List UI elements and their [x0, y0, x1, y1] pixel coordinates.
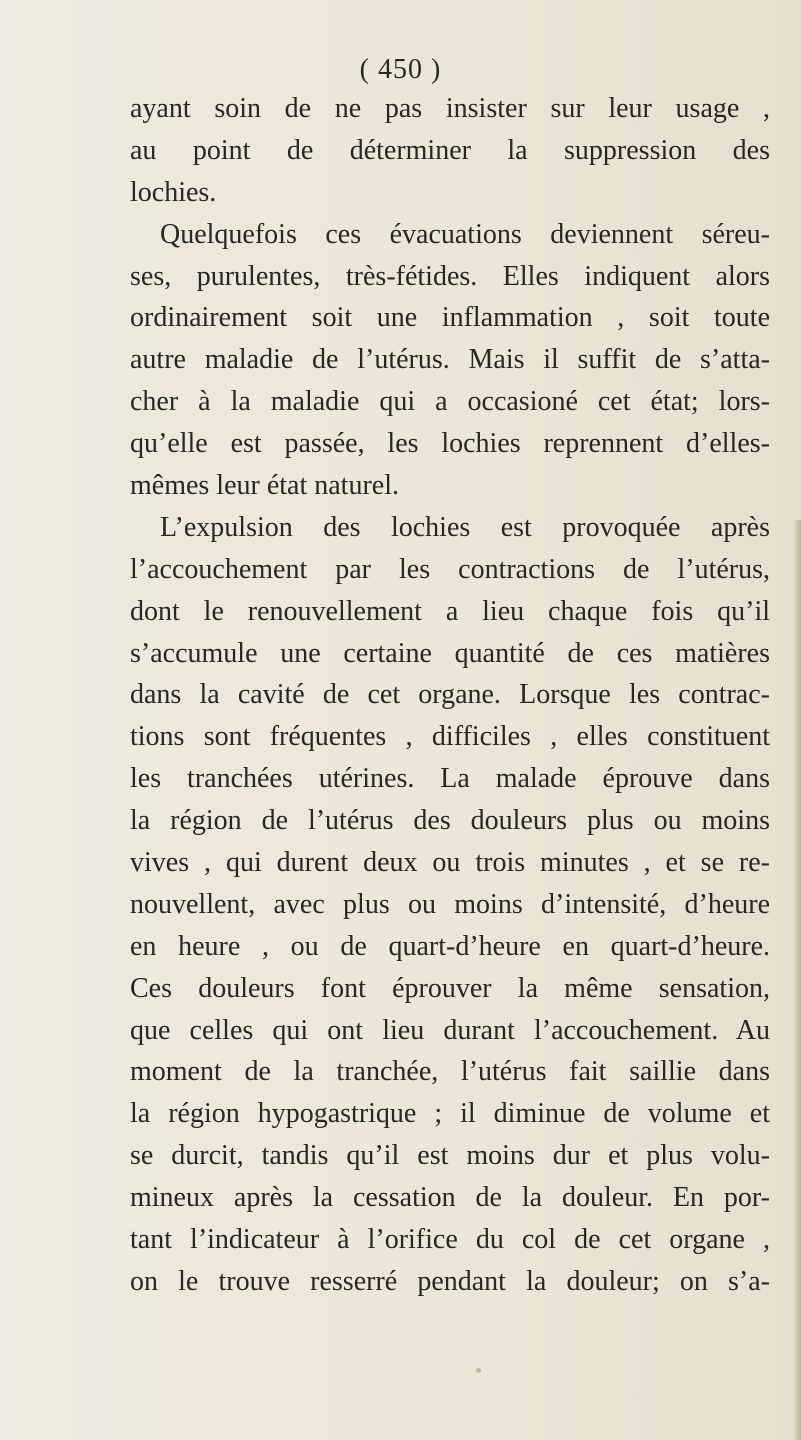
text-line: ses, purulentes, très-fétides. Elles indiquent alors — [130, 260, 770, 292]
text-line: nouvellent, avec plus ou moins d’intensité, d’heure — [130, 888, 770, 920]
ink-smudge — [476, 1368, 481, 1373]
text-line: on le trouve resserré pendant la douleur; on s’a- — [130, 1265, 770, 1297]
text-line: moment de la tranchée, l’utérus fait saillie dans — [130, 1056, 770, 1088]
text-line: tions sont fréquentes , difficiles , elles constituent — [130, 721, 770, 753]
text-line: s’accumule une certaine quantité de ces matières — [130, 637, 770, 669]
text-line: mêmes leur état naturel. — [130, 470, 399, 502]
text-line: tant l’indicateur à l’orifice du col de cet organe , — [130, 1224, 770, 1256]
page-edge-shadow — [793, 520, 801, 1440]
text-line: ayant soin de ne pas insister sur leur usage , — [130, 93, 770, 124]
text-line: cher à la maladie qui a occasioné cet état; lors- — [130, 386, 770, 418]
text-line: au point de déterminer la suppression des — [130, 134, 770, 166]
text-line: l’accouchement par les contractions de l’utérus, — [130, 553, 770, 585]
text-line: ordinairement soit une inflammation , soit toute — [130, 302, 770, 334]
text-line: dans la cavité de cet organe. Lorsque les contrac- — [130, 679, 770, 711]
text-line: Quelquefois ces évacuations deviennent séreu- — [160, 218, 770, 250]
text-line: L’expulsion des lochies est provoquée après — [160, 511, 770, 543]
text-line: vives , qui durent deux ou trois minutes , et se re- — [130, 847, 770, 879]
page-number: ( 450 ) — [359, 54, 442, 85]
text-line: dont le renouvellement a lieu chaque fois qu’il — [130, 595, 770, 627]
text-line: autre maladie de l’utérus. Mais il suffit de s’atta- — [130, 344, 770, 376]
text-line: que celles qui ont lieu durant l’accouchement. Au — [130, 1014, 770, 1046]
text-line: en heure , ou de quart-d’heure en quart-d’heure. — [130, 930, 770, 962]
text-line: qu’elle est passée, les lochies reprennent d’elles- — [130, 428, 770, 460]
text-line: Ces douleurs font éprouver la même sensation, — [130, 972, 770, 1004]
body-text — [130, 88, 770, 1303]
text-line: les tranchées utérines. La malade éprouve dans — [130, 763, 770, 795]
text-line: mineux après la cessation de la douleur. En por- — [130, 1182, 770, 1214]
text-line: la région de l’utérus des douleurs plus ou moins — [130, 805, 770, 837]
text-line: lochies. — [130, 176, 217, 208]
text-line: la région hypogastrique ; il diminue de volume et — [130, 1098, 770, 1130]
text-line: se durcit, tandis qu’il est moins dur et plus volu- — [130, 1140, 770, 1172]
